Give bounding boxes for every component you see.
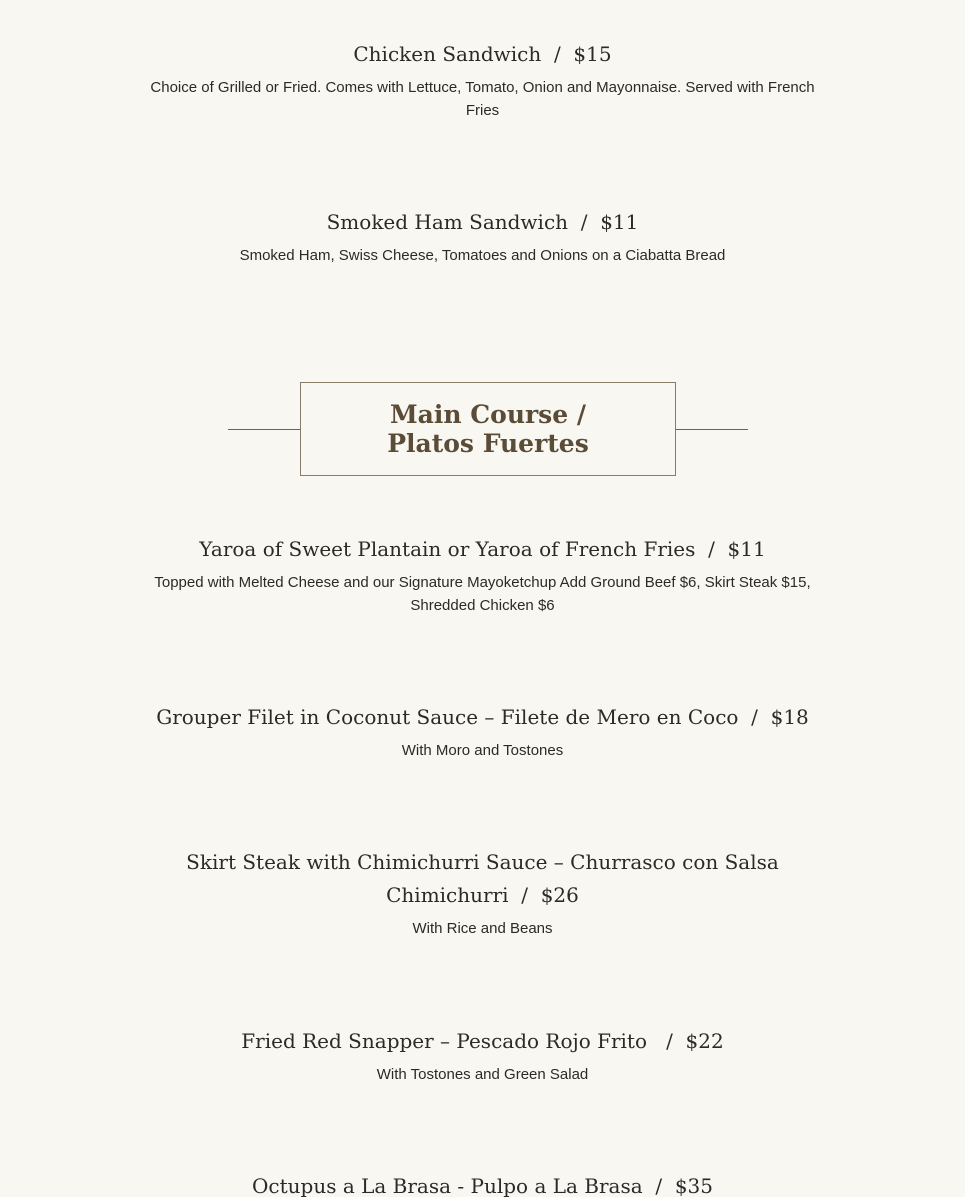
- menu-item-description: Choice of Grilled or Fried. Comes with Lettuce, Tomato, Onion and Mayonnaise. Served with French Fries: [150, 79, 815, 119]
- menu-item-title: Octupus a La Brasa - Pulpo a La Brasa / $35: [252, 1174, 713, 1197]
- section-title-box: [300, 382, 676, 476]
- menu-item-octupus: [0, 1170, 965, 1197]
- menu-item-chicken-sandwich: [0, 38, 965, 122]
- menu-item-title: Grouper Filet in Coconut Sauce – Filete de Mero en Coco / $18: [156, 705, 809, 729]
- menu-item-title: Fried Red Snapper – Pescado Rojo Frito / $22: [241, 1029, 724, 1053]
- menu-item-smoked-ham-sandwich: [0, 206, 965, 268]
- menu-item-description: With Moro and Tostones: [401, 742, 564, 759]
- menu-item-fried-red-snapper: [0, 1025, 965, 1087]
- menu-item-title: Skirt Steak with Chimichurri Sauce – Churrasco con Salsa Chimichurri / $26: [186, 850, 786, 907]
- menu-item-yaroa: [0, 533, 965, 617]
- menu-item-description: With Rice and Beans: [412, 920, 553, 937]
- menu-item-description: With Tostones and Green Salad: [376, 1066, 589, 1083]
- menu-item-title: Chicken Sandwich / $15: [353, 42, 612, 66]
- menu-item-title: Yaroa of Sweet Plantain or Yaroa of French Fries / $11: [199, 537, 766, 561]
- menu-item-title: Smoked Ham Sandwich / $11: [326, 210, 639, 234]
- section-header-main-course: [228, 382, 748, 476]
- section-title: Main Course / Platos Fuertes: [387, 400, 589, 458]
- menu-item-description: Topped with Melted Cheese and our Signature Mayoketchup Add Ground Beef $6, Skirt Steak $15, Shredded Chicken $6: [154, 574, 811, 614]
- menu-item-skirt-steak: [0, 846, 965, 941]
- section-divider-left: [228, 429, 300, 430]
- section-divider-right: [676, 429, 748, 430]
- menu-item-grouper-filet: [0, 701, 965, 763]
- menu-item-description: Smoked Ham, Swiss Cheese, Tomatoes and Onions on a Ciabatta Bread: [239, 247, 726, 264]
